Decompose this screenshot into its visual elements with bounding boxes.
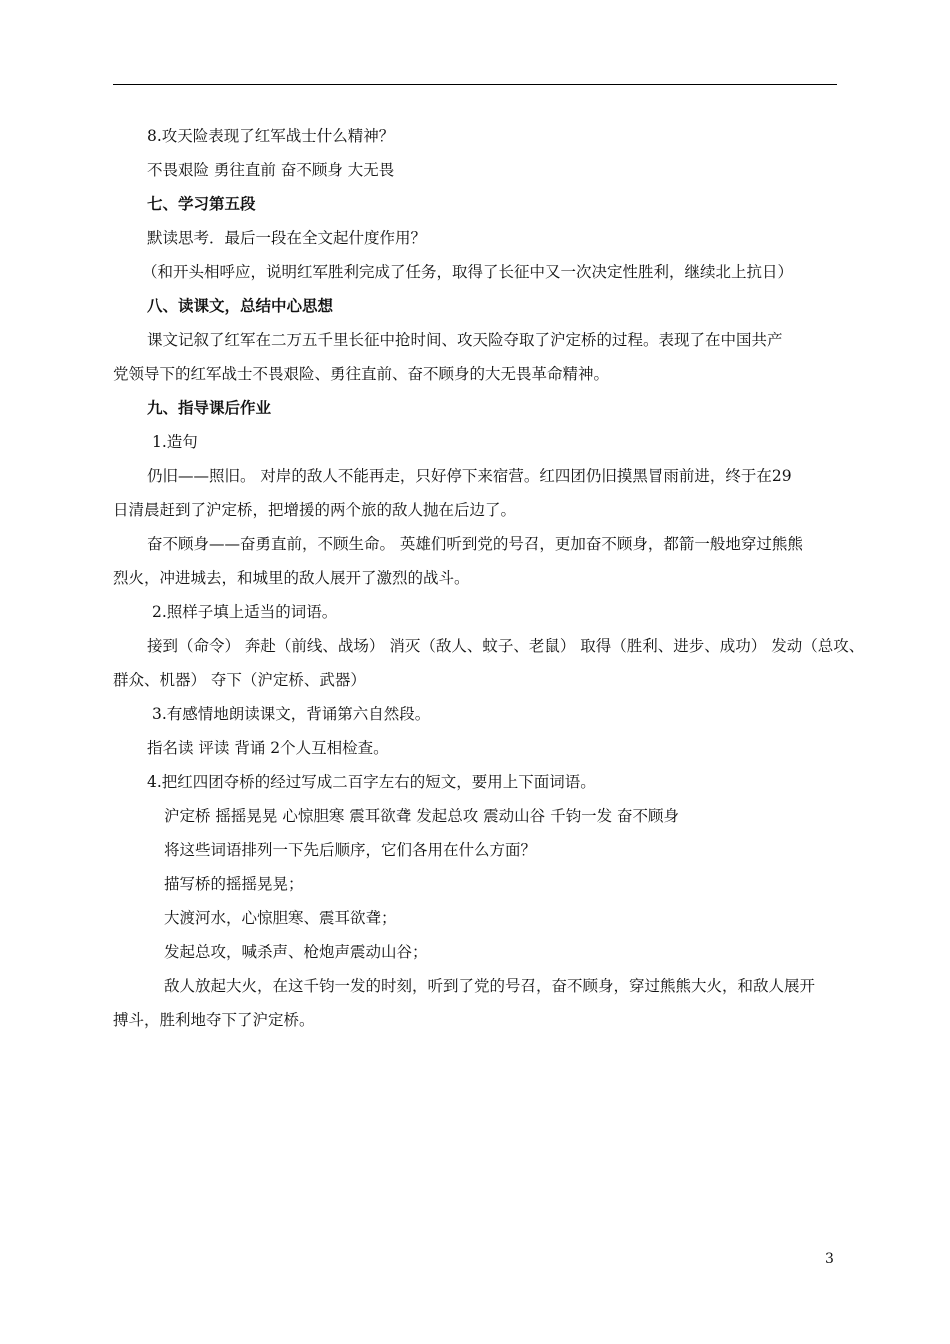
task-2-title: 2.照样子填上适当的词语。 [152, 603, 338, 621]
paragraph-line: 大渡河水，心惊胆寒、震耳欲聋； [164, 909, 397, 927]
paragraph-line: （和开头相呼应，说明红军胜利完成了任务，取得了长征中又一次决定性胜利，继续北上抗日） [142, 263, 794, 281]
task-4-title: 4.把红四团夺桥的经过写成二百字左右的短文，要用上下面词语。 [147, 773, 596, 791]
paragraph-line: 党领导下的红军战士不畏艰险、勇往直前、奋不顾身的大无畏革命精神。 [113, 365, 610, 383]
paragraph-line: 默读思考．最后一段在全文起什度作用？ [147, 229, 427, 247]
paragraph-line: 烈火，冲进城去，和城里的敌人展开了激烈的战斗。 [113, 569, 470, 587]
section-heading-8: 八、读课文，总结中心思想 [147, 296, 334, 315]
section-heading-9: 九、指导课后作业 [147, 398, 272, 417]
task-3-title: 3.有感情地朗读课文，背诵第六自然段。 [152, 705, 431, 723]
section-heading-7: 七、学习第五段 [147, 194, 256, 213]
header-rule [113, 84, 837, 85]
paragraph-line: 接到（命令） 奔赴（前线、战场） 消灭（敌人、蚊子、老鼠） 取得（胜利、进步、成功） 发动（总攻、 [147, 637, 865, 655]
paragraph-line: 奋不顾身——奋勇直前，不顾生命。 英雄们听到党的号召，更加奋不顾身，都箭一般地穿过熊熊 [147, 535, 803, 553]
paragraph-line: 搏斗，胜利地夺下了沪定桥。 [113, 1011, 315, 1029]
paragraph-line: 日清晨赶到了沪定桥，把增援的两个旅的敌人抛在后边了。 [113, 501, 517, 519]
answer-8: 不畏艰险 勇往直前 奋不顾身 大无畏 [147, 161, 395, 179]
task-1-title: 1.造句 [152, 433, 198, 451]
paragraph-line: 描写桥的摇摇晃晃； [164, 875, 304, 893]
word-list: 沪定桥 摇摇晃晃 心惊胆寒 震耳欲聋 发起总攻 震动山谷 千钧一发 奋不顾身 [164, 807, 679, 825]
question-8: 8.攻天险表现了红军战士什么精神？ [147, 127, 395, 145]
paragraph-line: 仍旧——照旧。 对岸的敌人不能再走，只好停下来宿营。红四团仍旧摸黑冒雨前进，终于在29 [147, 467, 792, 485]
paragraph-line: 群众、机器） 夺下（沪定桥、武器） [113, 671, 366, 689]
paragraph-line: 发起总攻，喊杀声、枪炮声震动山谷； [164, 943, 428, 961]
page-number: 3 [825, 1251, 834, 1267]
paragraph-line: 课文记叙了红军在二万五千里长征中抢时间、攻天险夺取了沪定桥的过程。表现了在中国共产 [147, 331, 783, 349]
paragraph-line: 敌人放起大火，在这千钧一发的时刻，听到了党的号召，奋不顾身，穿过熊熊大火，和敌人展开 [164, 977, 816, 995]
paragraph-line: 将这些词语排列一下先后顺序，它们各用在什么方面？ [164, 841, 537, 859]
paragraph-line: 指名读 评读 背诵 2个人互相检查。 [147, 739, 389, 757]
